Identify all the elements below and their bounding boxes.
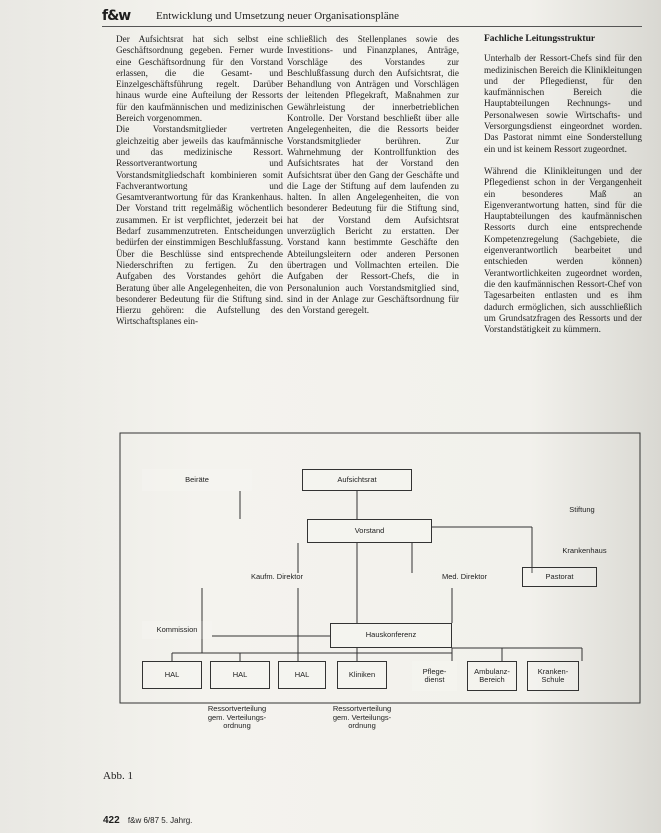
figure-caption: Abb. 1 [103, 770, 133, 782]
paragraph: schließlich des Stellenplanes sowie des Investitions- und Finanzplanes, Anträge, Vorschläge des Vorstandes zur Beschlußfassung durch den Aufsichtsrat, die Behandlung von Anträgen und Vorschlägen der leitenden Pflegekraft, Maßnahmen zur Gewährleistung der innerbetrieblichen Kontrolle. Der Vorstand beschließt über alle Angelegenheiten, die die Ressorts beider Vorstandsmitglieder berühren. Zur Wahrnehmung der Kontrollfunktion des Aufsichtsrates hat der Vorstand den Aufsichtsrat über den Gang der Geschäfte und die Lage der Stiftung auf dem laufenden zu halten. In allen Angelegenheiten, die von besonderer Bedeutung für die Stiftung sind, hat der Vorstand dem Aufsichtsrat unverzüglich Bericht zu erstatten. Der Vorstand kann bestimmte Geschäfte den Abteilungsleitern oder anderen Personen übertragen und Vollmachten erteilen. Die Aufgaben der Ressort-Chefs, die in Personalunion auch Vorstandsmitglied sind, sind in der Anlage zur Geschäftsordnung für den Vorstand geregelt. [287, 34, 459, 316]
page-number: 422 [103, 815, 120, 826]
paragraph: Der Aufsichtsrat hat sich selbst eine Geschäftsordnung gegeben. Ferner wurde eine Geschäftsordnung für den Vorstand erlassen, die die Gesamt- und Einzelgeschäftsführung regelt. Darüber hinaus wurde eine Aufteilung der Ressorts für den kaufmännischen und medizinischen Bereich vorgenommen. [116, 34, 283, 124]
hal-node: HAL [210, 661, 270, 689]
med-direktor-node: Med. Direktor [441, 572, 487, 581]
source-line: f&w 6/87 5. Jahrg. [127, 816, 193, 825]
stiftung-label: Stiftung [569, 505, 595, 514]
krankenschule-node: Kranken- Schule [527, 661, 579, 691]
paragraph: Während die Klinikleitungen und der Pflegedienst schon in der Vergangenheit ein besonderes Maß an Eigenverantwortung hatten, sind für die Hauptabteilungen des kaufmännischen Ressorts durch eine entsprechende Kompetenzregelung (Sachgebiete, die eigenverantwortlich bearbeitet und entschieden werden können) Verantwortlichkeiten zugeordnet worden, die den kaufmännischen Ressort-Chef von Tagesarbeiten entlasten und es ihm dadurch ermöglichen, sich ausschließlich um Grundsatzfragen des Ressorts und der Vorstandstätigkeit zu kümmern. [484, 165, 642, 335]
pflegedienst-node: Pflege- dienst [412, 661, 457, 691]
pastorat-node: Pastorat [522, 567, 597, 587]
kommission-node: Kommission [142, 621, 212, 639]
beirate-node: Beiräte [142, 469, 252, 491]
krankenhaus-label: Krankenhaus [562, 546, 607, 555]
ambulanz-node: Ambulanz- Bereich [467, 661, 517, 691]
ressort-note-left: Ressortverteilung gem. Verteilungs- ordnung [207, 704, 267, 730]
page-header [102, 8, 642, 27]
kliniken-node: Kliniken [337, 661, 387, 689]
section-heading: Fachliche Leitungsstruktur [484, 34, 596, 44]
ressort-note-right: Ressortverteilung gem. Verteilungs- ordnung [332, 704, 392, 730]
text-column-2 [287, 34, 459, 316]
hauskonferenz-node: Hauskonferenz [330, 623, 452, 648]
paragraph: Unterhalb der Ressort-Chefs sind für den medizinischen Bereich die Klinikleitungen und der Pflegedienst, für den kaufmännischen Bereich die Hauptabteilungen Rechnungs- und Personalwesen sowie Wirtschafts- und Versorgungsdienst eingeordnet worden. Das Pastorat nimmt eine Sonderstellung ein und ist keinem Ressort zugeordnet. [484, 53, 642, 154]
vorstand-node: Vorstand [307, 519, 432, 543]
text-column-3 [484, 34, 642, 346]
hal-node: HAL [142, 661, 202, 689]
journal-logo: f&w [102, 8, 131, 24]
page-footer [103, 815, 192, 826]
org-chart [112, 423, 661, 757]
paragraph: Die Vorstandsmitglieder vertreten gleichzeitig aber jeweils das kaufmännische und das medizinische Ressort. Ressortverantwortung und Vorstandsmitgliedschaft kombinieren somit Fachverantwortung und Gesamtverantwortung für das Krankenhaus. Der Vorstand tritt regelmäßig wöchentlich zusammen. Er ist verpflichtet, jederzeit bei Bedarf zusammenzutreten. Entscheidungen bedürfen der einstimmigen Beschlußfassung. Über die Beschlüsse sind entsprechende Niederschriften zu fertigen. Zu den Aufgaben des Vorstandes gehört die Beratung über alle Angelegenheiten, die von besonderer Bedeutung für die Stiftung sind. Hierzu gehören: die Aufstellung des Wirtschaftsplanes ein- [116, 124, 283, 327]
aufsichtsrat-node: Aufsichtsrat [302, 469, 412, 491]
running-title: Entwicklung und Umsetzung neuer Organisationspläne [156, 10, 399, 22]
kaufm-direktor-node: Kaufm. Direktor [250, 572, 304, 581]
hal-node: HAL [278, 661, 326, 689]
text-column-1 [116, 34, 283, 328]
